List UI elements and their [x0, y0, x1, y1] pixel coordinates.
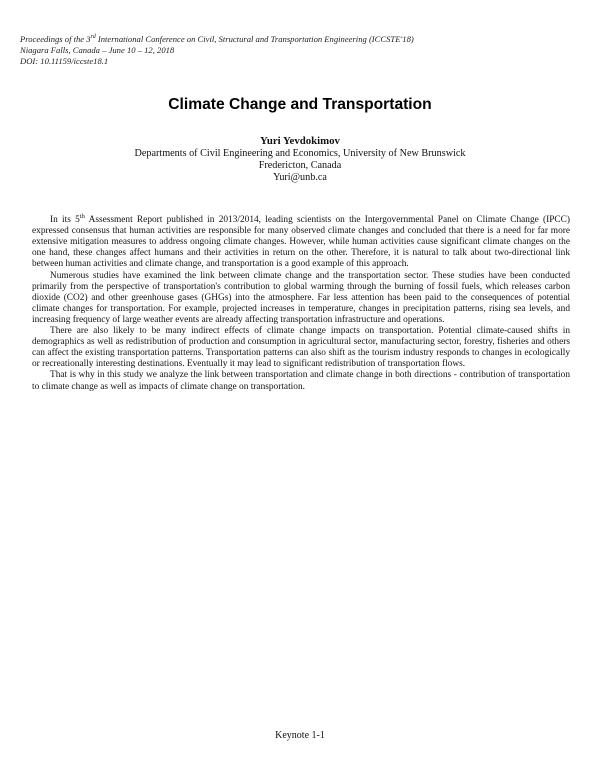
- header-line-doi: DOI: 10.11159/iccste18.1: [20, 55, 109, 66]
- proceedings-header: [20, 32, 560, 67]
- body-paragraph-4: That is why in this study we analyze the link between transportation and climate change in both directions - contribution of transportation to climate change as well as impacts of climate change on transportation.: [32, 370, 570, 392]
- author-name: Yuri Yevdokimov: [260, 135, 340, 147]
- paper-title: Climate Change and Transportation: [168, 96, 432, 113]
- header-line-location: Niagara Falls, Canada – June 10 – 12, 2018: [20, 44, 175, 55]
- page-footer: Keynote 1-1: [275, 730, 325, 741]
- body-paragraph-2: Numerous studies have examined the link between climate change and the transportation sector. These studies have been conducted primarily from the perspective of transportation's contribution to global warming through the burning of fossil fuels, which releases carbon dioxide (CO2) and other greenhouse gases (GHGs) into the atmosphere. Far less attention has been paid to the consequences of potential climate changes for transportation. For example, projected increases in temperature, changes in precipitation patterns, rising sea levels, and increasing frequency of large weather events are already affecting transportation infrastructure and operations.: [32, 270, 570, 325]
- body-paragraph-1: In its 5th Assessment Report published in 2013/2014, leading scientists on the Intergovernmental Panel on Climate Change (IPCC) expressed consensus that human activities are responsible for many observed climate changes and concluded that there is a need for far more extensive mitigation measures to address ongoing climate changes. However, while human activities cause significant climate changes on the one hand, these changes affect humans and their activities in return on the other. Therefore, it is natural to talk about two-directional link between human activities and climate change, and transportation is a good example of this approach.: [32, 213, 570, 270]
- paper-body: [32, 211, 570, 393]
- author-affiliation: Departments of Civil Engineering and Economics, University of New Brunswick: [134, 148, 466, 159]
- body-paragraph-3: There are also likely to be many indirect effects of climate change impacts on transportation. Potential climate-caused shifts in demographics as well as redistribution of production and consumption in agricultural sector, manufacturing sector, forestry, fisheries and others can affect the existing transportation patterns. Transportation patterns can also shift as the tourism industry responds to changes in ecologically or recreationally interesting destinations. Eventually it may lead to significant redistribution of transportation flows.: [32, 326, 570, 370]
- header-line-conference: Proceedings of the 3rd International Conference on Civil, Structural and Transportation Engineering (ICCSTE'18): [20, 33, 414, 44]
- author-city: Fredericton, Canada: [258, 160, 342, 171]
- author-block: [0, 135, 600, 184]
- author-email: Yuri@unb.ca: [273, 172, 327, 183]
